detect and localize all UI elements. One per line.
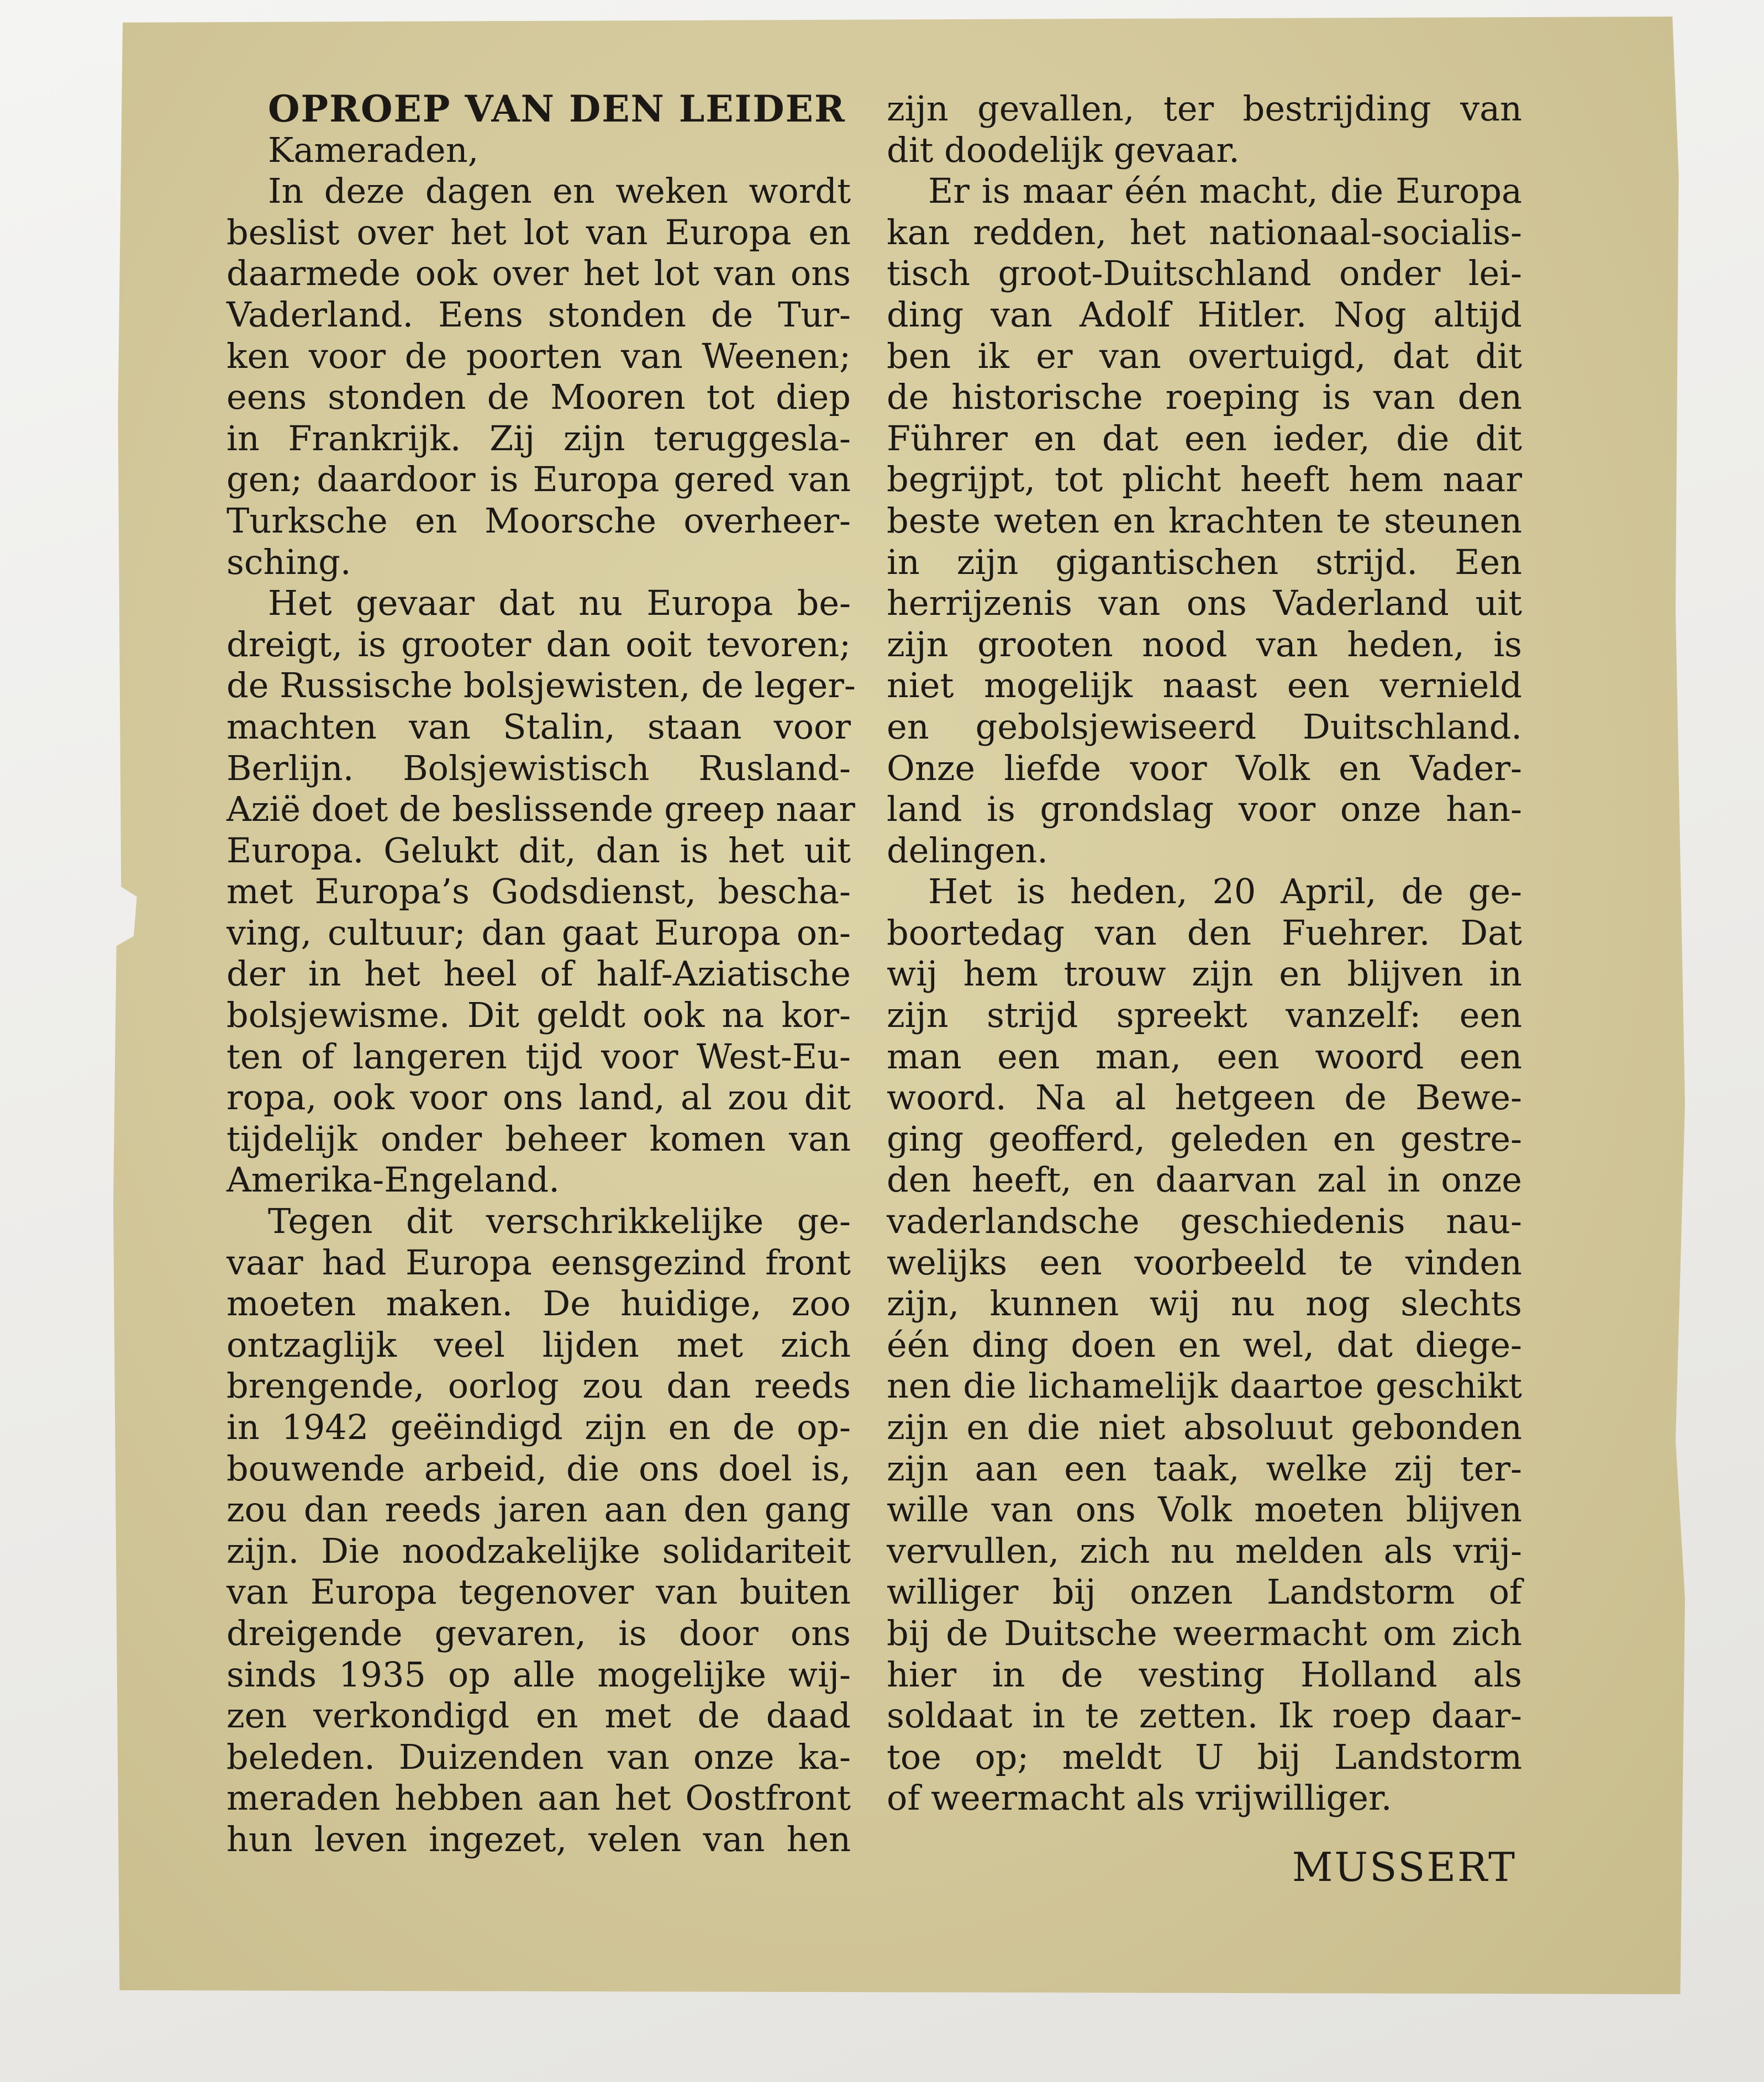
text-line: bouwende arbeid, die ons doel is,: [227, 1448, 851, 1489]
text-line: zijn. Die noodzakelijke solidariteit: [227, 1530, 851, 1571]
text-line: Führer en dat een ieder, die dit: [887, 418, 1522, 458]
text-line: Er is maar één macht, die Europa: [928, 171, 1522, 212]
text-line: Het gevaar dat nu Europa be-: [268, 583, 851, 624]
text-line: moeten maken. De huidige, zoo: [227, 1283, 851, 1324]
text-line: zijn en die niet absoluut gebonden: [887, 1407, 1522, 1447]
text-line: ken voor de poorten van Weenen;: [227, 335, 851, 376]
text-line: één ding doen en wel, dat diege-: [887, 1324, 1522, 1365]
text-line: zou dan reeds jaren aan den gang: [227, 1489, 851, 1530]
text-line: daarmede ook over het lot van ons: [227, 253, 851, 294]
text-line: den heeft, en daarvan zal in onze: [887, 1159, 1522, 1200]
text-line: in Frankrijk. Zij zijn teruggesla-: [227, 418, 851, 458]
text-line: bij de Duitsche weermacht om zich: [887, 1612, 1522, 1653]
text-line: machten van Stalin, staan voor: [227, 706, 851, 747]
text-line: ving, cultuur; dan gaat Europa on-: [227, 912, 851, 953]
text-line: zijn strijd spreekt vanzelf: een: [887, 995, 1522, 1036]
text-line: gen; daardoor is Europa gered van: [227, 459, 851, 500]
text-line: zijn gevallen, ter bestrijding van: [887, 88, 1522, 129]
text-line: boortedag van den Fuehrer. Dat: [887, 912, 1522, 953]
text-line: ding van Adolf Hitler. Nog altijd: [887, 294, 1522, 335]
text-line: sching.: [227, 541, 351, 582]
text-line: ging geofferd, geleden en gestre-: [887, 1118, 1522, 1159]
text-line: hier in de vesting Holland als: [887, 1654, 1522, 1695]
text-line: soldaat in te zetten. Ik roep daar-: [887, 1695, 1522, 1736]
text-line: zijn aan een taak, welke zij ter-: [887, 1448, 1522, 1489]
text-line: herrijzenis van ons Vaderland uit: [887, 583, 1522, 624]
text-line: hun leven ingezet, velen van hen: [227, 1819, 851, 1859]
left-column: [227, 87, 856, 1860]
text-line: toe op; meldt U bij Landstorm: [887, 1736, 1522, 1777]
text-line: In deze dagen en weken wordt: [268, 171, 851, 212]
salutation: Kameraden,: [268, 129, 479, 170]
text-line: zijn grooten nood van heden, is: [887, 624, 1522, 665]
text-line: nen die lichamelijk daartoe geschikt: [887, 1366, 1522, 1406]
text-line: met Europa’s Godsdienst, bescha-: [227, 871, 851, 912]
text-line: beslist over het lot van Europa en: [227, 212, 851, 252]
text-line: land is grondslag voor onze han-: [887, 789, 1522, 830]
text-line: welijks een voorbeeld te vinden: [887, 1242, 1522, 1283]
text-line: tisch groot-Duitschland onder lei-: [887, 253, 1522, 294]
right-column: [887, 88, 1522, 1888]
text-line: van Europa tegenover van buiten: [227, 1572, 851, 1612]
text-line: de historische roeping is van den: [887, 377, 1522, 418]
text-line: Vaderland. Eens stonden de Tur-: [227, 294, 851, 335]
text-line: eens stonden de Mooren tot diep: [227, 377, 851, 418]
text-line: delingen.: [887, 830, 1048, 871]
text-line: ben ik er van overtuigd, dat dit: [887, 335, 1522, 376]
text-line: in zijn gigantischen strijd. Een: [887, 541, 1522, 582]
text-line: in 1942 geëindigd zijn en de op-: [227, 1407, 851, 1447]
text-line: brengende, oorlog zou dan reeds: [227, 1366, 851, 1406]
text-line: tijdelijk onder beheer komen van: [227, 1118, 851, 1159]
text-line: Berlijn. Bolsjewistisch Rusland-: [227, 747, 851, 788]
text-line: Het is heden, 20 April, de ge-: [928, 871, 1522, 912]
text-line: en gebolsjewiseerd Duitschland.: [887, 706, 1522, 747]
text-line: zijn, kunnen wij nu nog slechts: [887, 1283, 1522, 1324]
text-line: begrijpt, tot plicht heeft hem naar: [887, 459, 1522, 500]
text-line: vaderlandsche geschiedenis nau-: [887, 1201, 1522, 1242]
text-line: man een man, een woord een: [887, 1036, 1522, 1077]
text-line: zen verkondigd en met de daad: [227, 1695, 851, 1736]
text-line: Onze liefde voor Volk en Vader-: [887, 747, 1522, 788]
left-column-body: [227, 171, 856, 1860]
text-line: meraden hebben aan het Oostfront: [227, 1778, 851, 1819]
text-line: wij hem trouw zijn en blijven in: [887, 953, 1522, 994]
text-line: dit doodelijk gevaar.: [887, 129, 1240, 170]
article-title: OPROEP VAN DEN LEIDER: [268, 87, 846, 130]
text-line: sinds 1935 op alle mogelijke wij-: [227, 1654, 851, 1695]
text-line: dreigt, is grooter dan ooit tevoren;: [227, 624, 851, 665]
text-line: beleden. Duizenden van onze ka-: [227, 1736, 851, 1777]
text-line: de Russische bolsjewisten, de leger-: [227, 665, 856, 706]
text-line: Amerika-Engeland.: [227, 1159, 560, 1200]
signature: MUSSERT: [1292, 1843, 1516, 1890]
text-line: Tegen dit verschrikkelijke ge-: [268, 1201, 851, 1242]
text-line: Europa. Gelukt dit, dan is het uit: [227, 830, 851, 871]
text-line: Turksche en Moorsche overheer-: [227, 500, 851, 541]
text-line: woord. Na al hetgeen de Bewe-: [887, 1077, 1522, 1118]
text-line: dreigende gevaren, is door ons: [227, 1612, 851, 1653]
text-line: ontzaglijk veel lijden met zich: [227, 1324, 851, 1365]
text-line: beste weten en krachten te steunen: [887, 500, 1522, 541]
text-line: niet mogelijk naast een vernield: [887, 665, 1522, 706]
text-line: der in het heel of half-Aziatische: [227, 953, 851, 994]
text-line: vervullen, zich nu melden als vrij-: [887, 1530, 1522, 1571]
text-line: bolsjewisme. Dit geldt ook na kor-: [227, 995, 851, 1036]
right-column-body: [887, 88, 1522, 1819]
text-line: vaar had Europa eensgezind front: [227, 1242, 851, 1283]
text-line: ropa, ook voor ons land, al zou dit: [227, 1077, 851, 1118]
text-line: kan redden, het nationaal-socialis-: [887, 212, 1522, 252]
text-line: williger bij onzen Landstorm of: [887, 1572, 1522, 1612]
text-line: of weermacht als vrijwilliger.: [887, 1778, 1392, 1819]
text-line: Azië doet de beslissende greep naar: [227, 789, 855, 830]
text-line: wille van ons Volk moeten blijven: [887, 1489, 1522, 1530]
text-line: ten of langeren tijd voor West-Eu-: [227, 1036, 851, 1077]
